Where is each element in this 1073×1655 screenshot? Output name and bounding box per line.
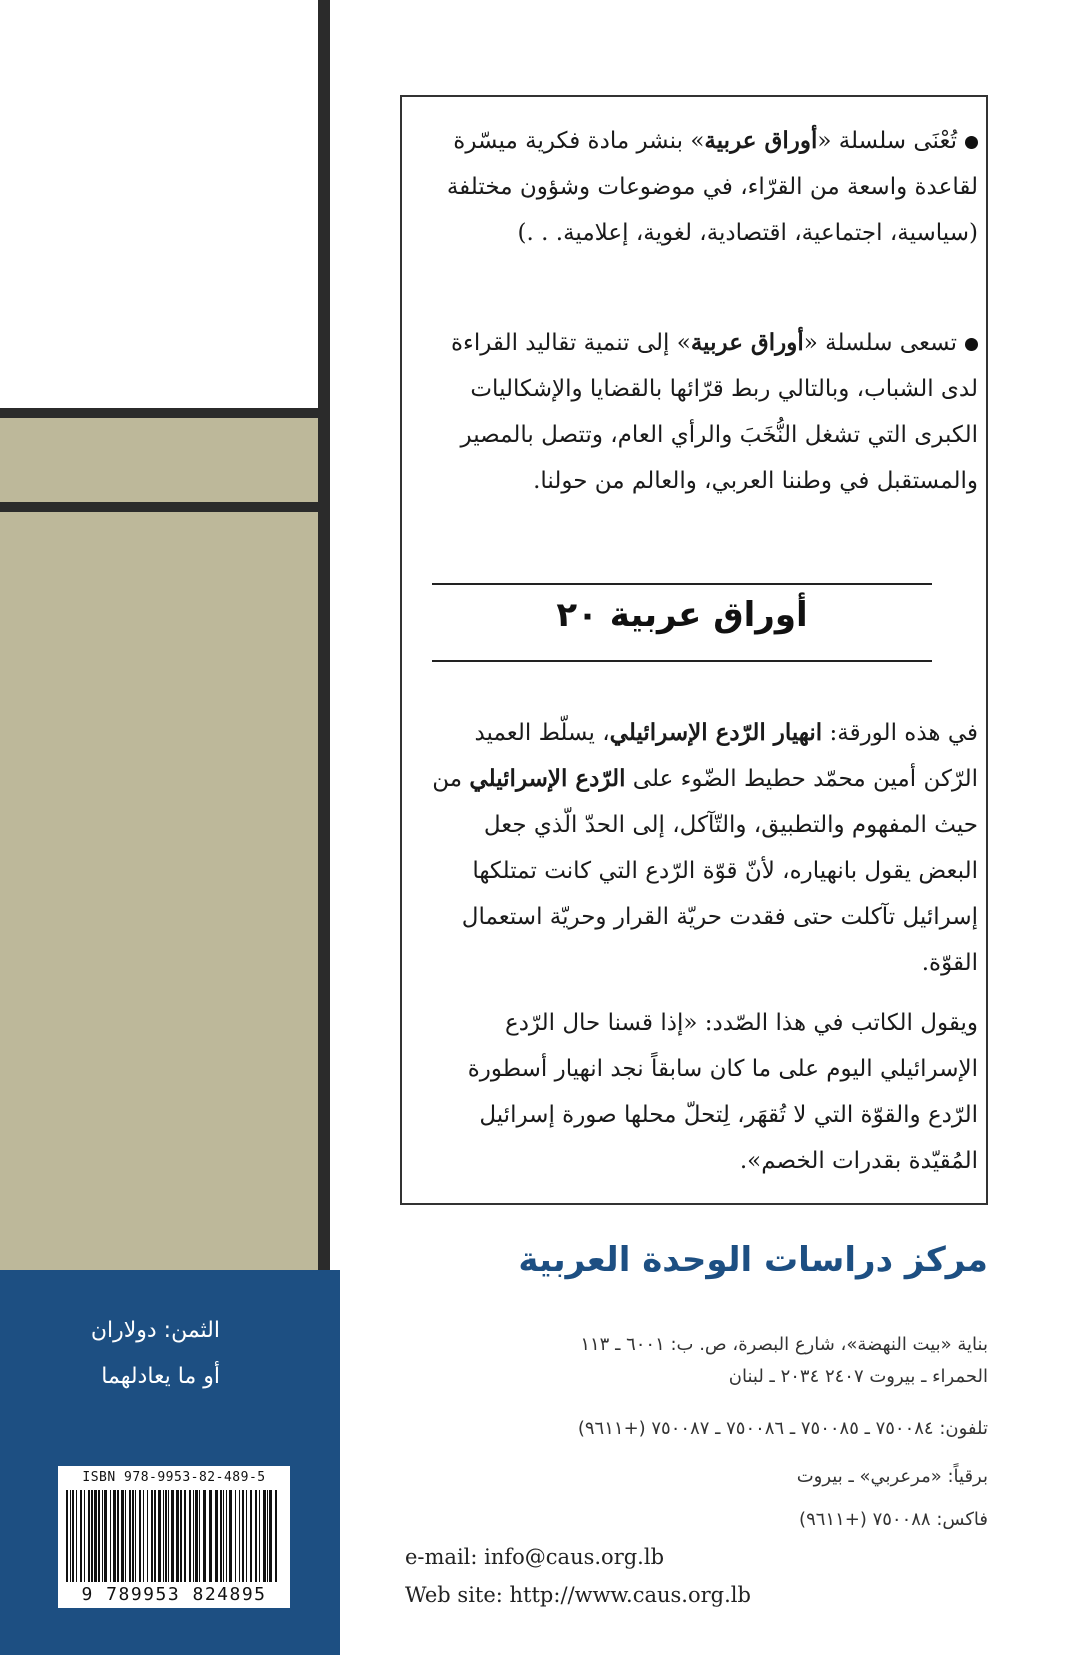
title-rule-top <box>432 583 932 585</box>
website-link[interactable]: Web site: http://www.caus.org.lb <box>405 1583 751 1607</box>
bullet-paragraph-1: تُعْنَى سلسلة «أوراق عربية» بنشر مادة فكرية ميسّرة لقاعدة واسعة من القرّاء، في موضوعات وشؤون مختلفة (سياسية، اجتماعية، اقتصادية، لغوية، إعلامية. . .) <box>446 127 978 246</box>
barcode-icon <box>66 1490 284 1582</box>
phone-numbers: تلفون: ٧٥٠٠٨٤ ـ ٧٥٠٠٨٥ ـ ٧٥٠٠٨٦ ـ ٧٥٠٠٨٧ (+٩٦١١) <box>577 1418 988 1439</box>
spine-divider-2 <box>0 502 330 512</box>
spine-tan-band <box>0 418 318 502</box>
paper-title-bold: انهيار الرّدع الإسرائيلي <box>609 719 823 746</box>
spine-tan-panel <box>0 512 318 1270</box>
subject-bold: الرّدع الإسرائيلي <box>469 765 626 792</box>
price-label: الثمن: دولاران <box>90 1318 220 1343</box>
series-name-bold: أوراق عربية <box>704 127 818 154</box>
spine-edge-line <box>318 0 330 1270</box>
spine-white-area <box>0 0 318 408</box>
series-title: أوراق عربية ٢٠ <box>556 595 808 635</box>
spine-divider-1 <box>0 408 330 418</box>
bullet-icon <box>965 136 978 149</box>
address-line-1: بناية «بيت النهضة»، شارع البصرة، ص. ب: ٦٠٠١ ـ ١١٣ <box>580 1334 988 1355</box>
bullet-icon <box>965 338 978 351</box>
email-address[interactable]: e-mail: info@caus.org.lb <box>405 1545 665 1569</box>
price-equivalent: أو ما يعادلهما <box>101 1364 220 1389</box>
summary-paragraph-2: ويقول الكاتب في هذا الصّدد: «إذا قسنا حال الرّدع الإسرائيلي اليوم على ما كان سابقاً نجد انهيار أسطورة الرّدع والقوّة التي لا تُقهَر، لِتحلّ محلها صورة إسرائيل المُقيّدة بقدرات الخصم». <box>467 1010 978 1174</box>
summary-paragraph-1: في هذه الورقة: انهيار الرّدع الإسرائيلي، يسلّط العميد الرّكن أمين محمّد حطيط الضّوء على الرّدع الإسرائيلي من حيث المفهوم والتطبيق، والتّآكل، إلى الحدّ الّذي جعل البعض يقول بانهياره، لأنّ قوّة الرّدع التي كانت تمتلكها إسرائيل تآكلت حتى فقدت حريّة القرار وحريّة استعمال القوّة. <box>432 719 978 976</box>
address-line-2: الحمراء ـ بيروت ٢٤٠٧ ٢٠٣٤ ـ لبنان <box>728 1366 988 1387</box>
series-name-bold: أوراق عربية <box>690 329 804 356</box>
fax-number: فاكس: ٧٥٠٠٨٨ (+٩٦١١) <box>799 1509 988 1530</box>
cable-address: برقياً: «مرعربي» ـ بيروت <box>796 1466 988 1487</box>
isbn-digits: 9 789953 824895 <box>81 1584 267 1605</box>
isbn-label: ISBN 978-9953-82-489-5 <box>82 1470 266 1485</box>
publisher-name: مركز دراسات الوحدة العربية <box>518 1240 988 1280</box>
bullet-paragraph-2: تسعى سلسلة «أوراق عربية» إلى تنمية تقاليد القراءة لدى الشباب، وبالتالي ربط قرّائها بالقضايا والإشكاليات الكبرى التي تشغل النُّخَبَ والرأي العام، وتتصل بالمصير والمستقبل في وطننا العربي، والعالم من حولنا. <box>450 329 978 494</box>
title-rule-bottom <box>432 660 932 662</box>
